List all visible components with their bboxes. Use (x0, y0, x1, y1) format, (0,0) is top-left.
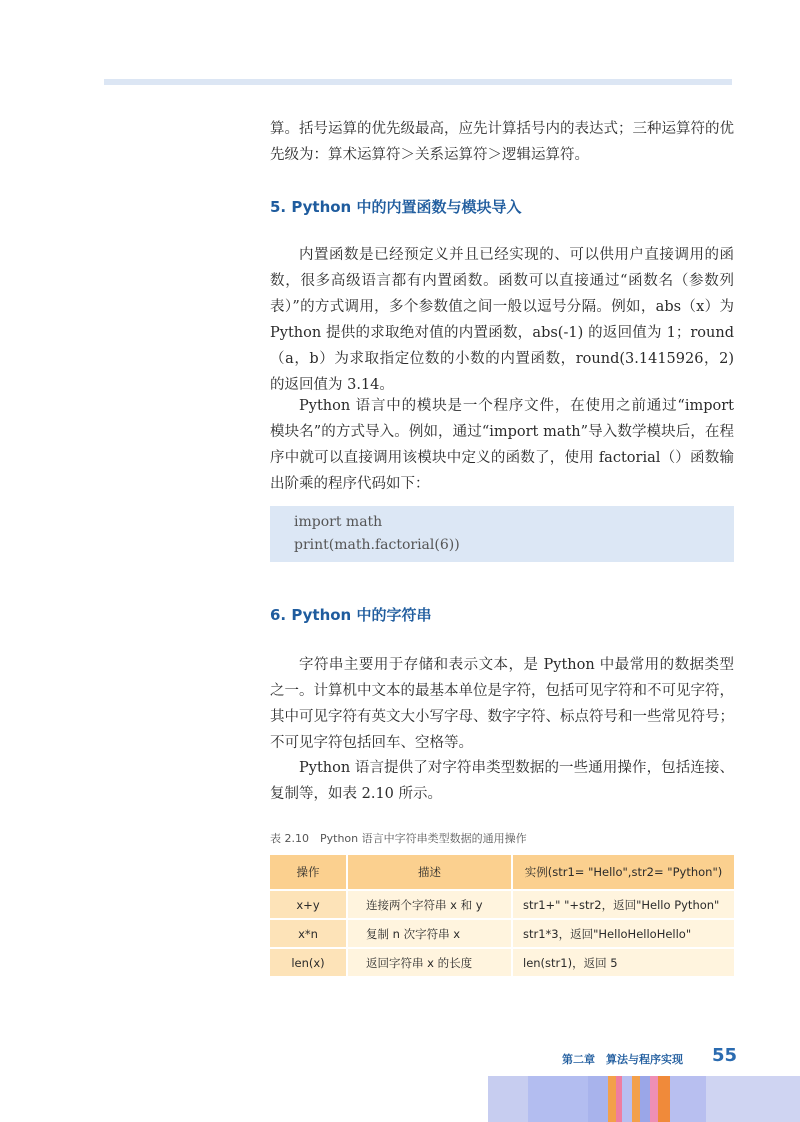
footer-chapter-title: 第二章 算法与程序实现 (562, 1053, 683, 1066)
decorative-color-bars (488, 1076, 800, 1122)
cell-description: 返回字符串 x 的长度 (347, 948, 512, 976)
cell-description: 连接两个字符串 x 和 y (347, 890, 512, 919)
table-row (270, 919, 734, 948)
header-example: 实例(str1= "Hello",str2= "Python") (512, 855, 734, 890)
table-caption: 表 2.10 Python 语言中字符串类型数据的通用操作 (270, 832, 527, 845)
section-5-paragraph-2: Python 语言中的模块是一个程序文件，在使用之前通过“import 模块名”的方式导入。例如，通过“import math”导入数学模块后，在程序中就可以直接调用该模块中定义的函数了，使用 factorial（）函数输出阶乘的程序代码如下： (270, 398, 734, 492)
cell-example: str1+" "+str2，返回"Hello Python" (512, 890, 734, 919)
cell-description: 复制 n 次字符串 x (347, 919, 512, 948)
section-5-heading: 5. Python 中的内置函数与模块导入 (270, 198, 522, 216)
page-number: 55 (712, 1045, 738, 1066)
code-line-2: print(math.factorial(6)) (294, 537, 460, 553)
section-6-heading: 6. Python 中的字符串 (270, 606, 432, 624)
intro-paragraph: 算。括号运算的优先级最高，应先计算括号内的表达式；三种运算符的优先级为：算术运算符＞关系运算符＞逻辑运算符。 (270, 121, 734, 163)
table-row (270, 890, 734, 919)
section-5-paragraph-1: 内置函数是已经预定义并且已经实现的、可以供用户直接调用的函数，很多高级语言都有内置函数。函数可以直接通过“函数名（参数列表）”的方式调用，多个参数值之间一般以逗号分隔。例如，abs（x）为 Python 提供的求取绝对值的内置函数，abs(-1) 的返回值为 1；round（a，b）为求取指定位数的小数的内置函数，round(3.1415926，2) 的返回值为 3.14。 (270, 247, 734, 393)
code-line-1: import math (294, 514, 383, 530)
operations-table (270, 855, 734, 976)
header-description: 描述 (347, 855, 512, 890)
top-rule (104, 79, 732, 85)
section-6-paragraph-2: Python 语言提供了对字符串类型数据的一些通用操作，包括连接、复制等，如表 2.10 所示。 (270, 760, 734, 802)
header-operation: 操作 (270, 855, 347, 890)
code-block (270, 506, 734, 562)
cell-operation: len(x) (270, 948, 347, 976)
cell-example: str1*3，返回"HelloHelloHello" (512, 919, 734, 948)
cell-operation: x+y (270, 890, 347, 919)
section-6-paragraph-1: 字符串主要用于存储和表示文本，是 Python 中最常用的数据类型之一。计算机中文本的最基本单位是字符，包括可见字符和不可见字符，其中可见字符有英文大小写字母、数字字符、标点符号和一些常见符号；不可见字符包括回车、空格等。 (270, 657, 734, 751)
cell-example: len(str1)，返回 5 (512, 948, 734, 976)
cell-operation: x*n (270, 919, 347, 948)
table-row (270, 948, 734, 976)
table-header-row (270, 855, 734, 890)
